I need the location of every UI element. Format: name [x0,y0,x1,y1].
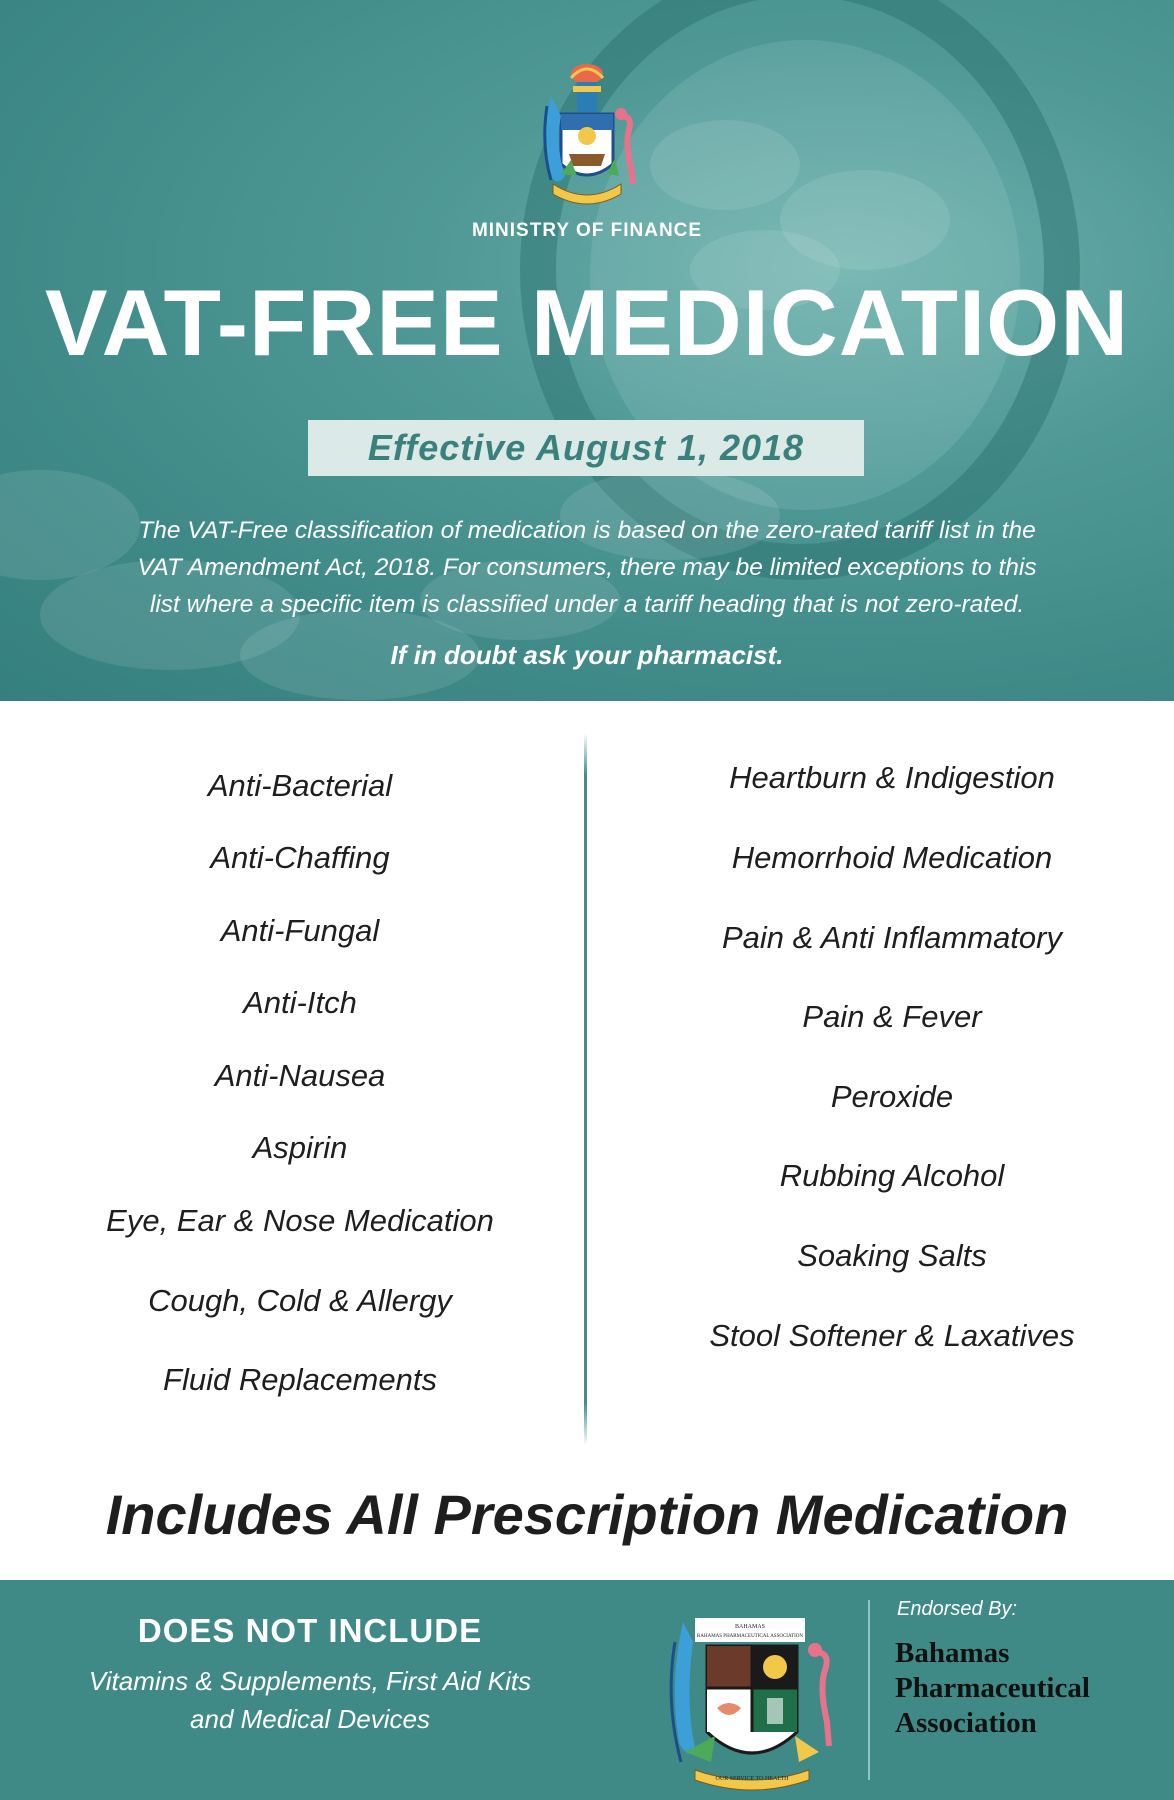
pill-shape [650,120,800,210]
list-item: Stool Softener & Laxatives [709,1318,1075,1353]
list-item: Eye, Ear & Nose Medication [106,1203,494,1238]
list-item: Peroxide [830,1079,954,1114]
crest-caption: BAHAMAS PHARMACEUTICAL ASSOCIATION [697,1634,803,1639]
association-name-line: Pharmaceutical [895,1672,1090,1704]
dni-line: Vitamins & Supplements, First Aid Kits [88,1666,532,1696]
header-banner [0,0,1174,701]
association-name [895,1636,1090,1741]
list-item: Cough, Cold & Allergy [148,1283,452,1318]
svg-text:BAHAMAS: BAHAMAS [734,1624,766,1630]
list-item: Anti-Fungal [220,913,380,948]
includes-prescription-heading: Includes All Prescription Medication [105,1483,1069,1546]
pharmacist-advice: If in doubt ask your pharmacist. [390,640,784,670]
crest-motto: OUR SERVICE TO HEALTH [715,1776,789,1782]
list-item: Heartburn & Indigestion [729,760,1055,795]
footer-divider [868,1600,870,1780]
association-name-line: Bahamas [895,1637,1010,1669]
does-not-include-text [40,1662,580,1738]
list-item: Anti-Bacterial [207,768,393,803]
dni-line: and Medical Devices [190,1704,430,1734]
list-item: Anti-Chaffing [210,840,390,875]
list-item: Anti-Nausea [214,1058,386,1093]
page-title: VAT-FREE MEDICATION [44,270,1130,375]
association-name-line: Association [895,1707,1037,1739]
list-item: Pain & Fever [802,999,982,1034]
ministry-label: MINISTRY OF FINANCE [471,220,703,241]
list-item: Soaking Salts [797,1238,987,1273]
does-not-include-heading: DOES NOT INCLUDE [137,1612,483,1649]
list-item: Anti-Itch [243,985,357,1020]
column-divider [584,733,587,1445]
bahamas-coat-of-arms-logo [521,56,653,216]
list-item: Rubbing Alcohol [779,1158,1005,1193]
list-item: Aspirin [252,1130,348,1165]
intro-line: list where a specific item is classified under a tariff heading that is not zero-rated. [149,591,1025,618]
list-item: Hemorrhoid Medication [731,840,1053,875]
pharmaceutical-association-crest-logo [655,1612,850,1792]
intro-line: The VAT-Free classification of medication is based on the zero-rated tariff list in the [138,517,1036,544]
list-item: Fluid Replacements [163,1362,437,1397]
intro-line: VAT Amendment Act, 2018. For consumers, there may be limited exceptions to this [137,554,1037,581]
effective-date-banner: Effective August 1, 2018 [308,420,864,476]
intro-paragraph [50,512,1124,623]
list-item: Pain & Anti Inflammatory [722,920,1062,955]
endorsed-by-label: Endorsed By: [897,1598,1018,1620]
